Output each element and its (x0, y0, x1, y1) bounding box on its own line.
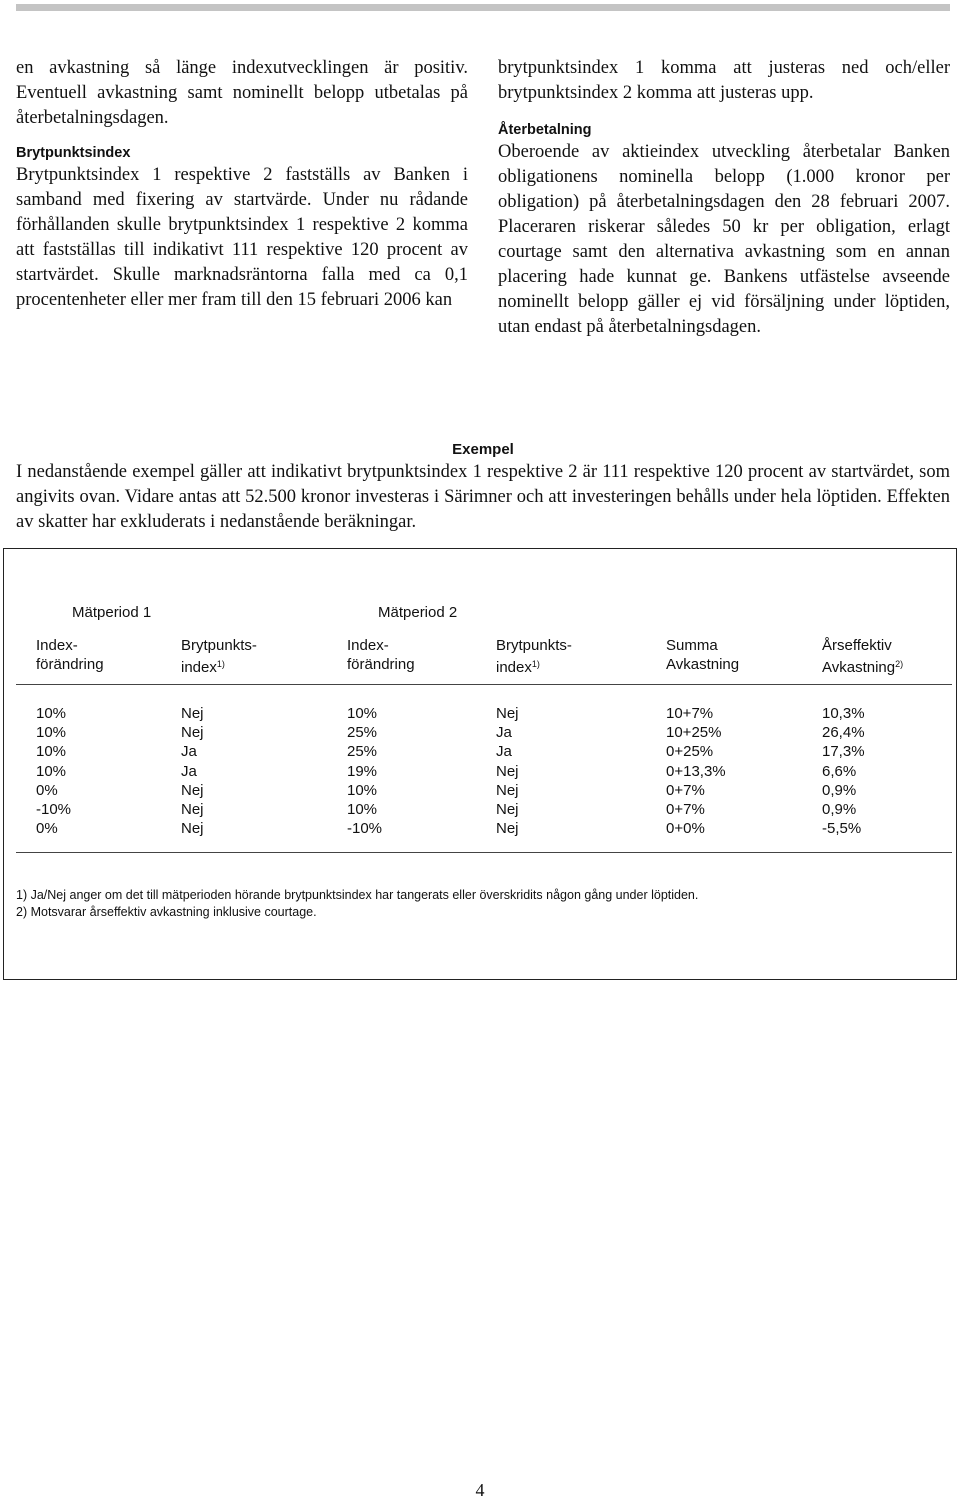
table-cell: Nej (181, 820, 204, 838)
footnote-marker: 1) (531, 659, 540, 669)
column-header-5 (666, 636, 739, 674)
column-header-line2 (666, 655, 739, 674)
column-header-4 (496, 636, 572, 677)
table-cell: 0+7% (666, 781, 705, 799)
table-cell: Ja (496, 724, 512, 742)
column-header-line1: Summa (666, 637, 718, 654)
table-cell: -10% (36, 800, 72, 818)
table-row (4, 723, 956, 742)
table-cell: 17,3% (822, 743, 865, 761)
brytpunktsindex-paragraph: Brytpunktsindex 1 respektive 2 fastställs av Banken i samband med fixering av startvärde. Under nu rådande förhållanden skulle brytpunktsindex 1 respektive 2 komma att fastställas till indikativt 111 respektive 120 procent av startvärdet. Skulle marknadsräntorna falla med ca 0,1 procentenheter eller mer fram till den 15 februari 2006 kan (16, 165, 468, 310)
table-cell: 0+25% (666, 743, 714, 761)
table-cell: 0,9% (822, 800, 857, 818)
table-cell: 26,4% (822, 724, 865, 742)
left-column (16, 56, 468, 313)
table-cell: 0+0% (666, 820, 705, 838)
column-header-line2 (181, 655, 257, 677)
table-cell: 0,9% (822, 781, 857, 799)
table-cell: 19% (347, 762, 378, 780)
table-cell: 10% (36, 762, 67, 780)
column-header-line2 (36, 655, 104, 674)
table-cell: Ja (496, 743, 512, 761)
table-cell: 25% (347, 743, 378, 761)
table-row (4, 742, 956, 761)
top-decorative-bar (16, 4, 950, 11)
table-cell: Nej (181, 724, 204, 742)
column-header-line1: Index- (36, 637, 78, 654)
footnote-marker: 1) (216, 659, 225, 669)
table-cell: Ja (181, 762, 197, 780)
table-cell: 0+13,3% (666, 762, 726, 780)
column-header-text: Avkastning (666, 656, 740, 673)
table-row (4, 819, 956, 838)
example-title: Exempel (452, 441, 514, 458)
table-cell: -5,5% (822, 820, 862, 838)
intro-paragraph: en avkastning så länge indexutvecklingen är positiv. Eventuell avkastning samt nominellt belopp utbetalas på återbetalningsdagen. (16, 58, 468, 128)
column-header-1 (36, 636, 104, 674)
table-cell: 10,3% (822, 705, 865, 722)
table-cell: 6,6% (822, 762, 857, 780)
column-header-line1: Årseffektiv (822, 637, 892, 654)
table-body (4, 704, 956, 838)
footnote-marker: 2) (895, 659, 904, 669)
continuation-paragraph: brytpunktsindex 1 komma att justeras ned och/eller brytpunktsindex 2 komma att justeras upp. (498, 58, 950, 103)
table-row (4, 704, 956, 723)
table-cell: 10% (36, 743, 67, 761)
table-cell: 10+7% (666, 705, 714, 722)
column-header-6 (822, 636, 903, 677)
table-cell: 0% (36, 820, 58, 838)
table-cell: Ja (181, 743, 197, 761)
example-paragraph: I nedanstående exempel gäller att indikativt brytpunktsindex 1 respektive 2 är 111 respektive 120 procent av startvärdet, som angivits ovan. Vidare antas att 52.500 kronor investeras i Särimner och att investeringen behålls under hela löptiden. Effekten av skatter har exkluderats i nedanstående beräkningar. (16, 462, 950, 532)
header-divider (16, 684, 952, 685)
table-row (4, 762, 956, 781)
example-section (16, 440, 950, 535)
column-header-line2 (347, 655, 415, 674)
column-header-text: Avkastning (822, 659, 896, 676)
column-header-text: index (181, 659, 217, 676)
table-cell: 25% (347, 724, 378, 742)
table-cell: Nej (496, 705, 519, 722)
column-header-line1: Brytpunkts- (496, 637, 572, 654)
table-cell: 10% (347, 800, 378, 818)
column-header-text: index (496, 659, 532, 676)
column-header-line1: Brytpunkts- (181, 637, 257, 654)
heading-aterbetalning: Återbetalning (498, 122, 592, 138)
footnote-2: 2) Motsvarar årseffektiv avkastning inklusive courtage. (16, 905, 317, 919)
heading-brytpunktsindex: Brytpunktsindex (16, 145, 131, 161)
column-header-3 (347, 636, 415, 674)
column-header-text: förändring (347, 656, 415, 673)
right-column (498, 56, 950, 340)
column-header-text: förändring (36, 656, 104, 673)
table-cell: 0% (36, 781, 58, 799)
table-cell: 10% (36, 705, 67, 722)
table-cell: Nej (496, 781, 519, 799)
table-cell: -10% (347, 820, 383, 838)
column-header-line1: Index- (347, 637, 389, 654)
column-header-line2 (496, 655, 572, 677)
table-row (4, 800, 956, 819)
example-table-box (3, 548, 957, 980)
table-cell: 10% (36, 724, 67, 742)
table-cell: Nej (496, 800, 519, 818)
table-row (4, 781, 956, 800)
table-cell: Nej (181, 800, 204, 818)
column-header-2 (181, 636, 257, 677)
period-1-label: Mätperiod 1 (72, 604, 152, 621)
table-cell: Nej (496, 820, 519, 838)
period-2-label: Mätperiod 2 (378, 604, 458, 621)
table-cell: 10% (347, 781, 378, 799)
table-cell: 10+25% (666, 724, 722, 742)
table-cell: Nej (181, 705, 204, 722)
table-bottom-divider (16, 852, 952, 853)
table-cell: 10% (347, 705, 378, 722)
table-cell: 0+7% (666, 800, 705, 818)
page-number: 4 (475, 1480, 485, 1500)
aterbetalning-paragraph: Oberoende av aktieindex utveckling återbetalar Banken obligationens nominella belopp (1.000 kronor per obligation) på återbetalningsdagen den 28 februari 2007. Placeraren riskerar således 50 kr per obligation, erlagt courtage samt den alternativa avkastning som en annan placering hade kunnat ge. Bankens utfästelse avseende nominellt belopp gäller ej vid försäljning under löptiden, utan endast på återbetalningsdagen. (498, 142, 950, 337)
column-header-line2 (822, 655, 903, 677)
footnotes (16, 887, 698, 921)
table-cell: Nej (181, 781, 204, 799)
table-cell: Nej (496, 762, 519, 780)
footnote-1: 1) Ja/Nej anger om det till mätperioden hörande brytpunktsindex har tangerats eller överskridits någon gång under löptiden. (16, 888, 699, 902)
